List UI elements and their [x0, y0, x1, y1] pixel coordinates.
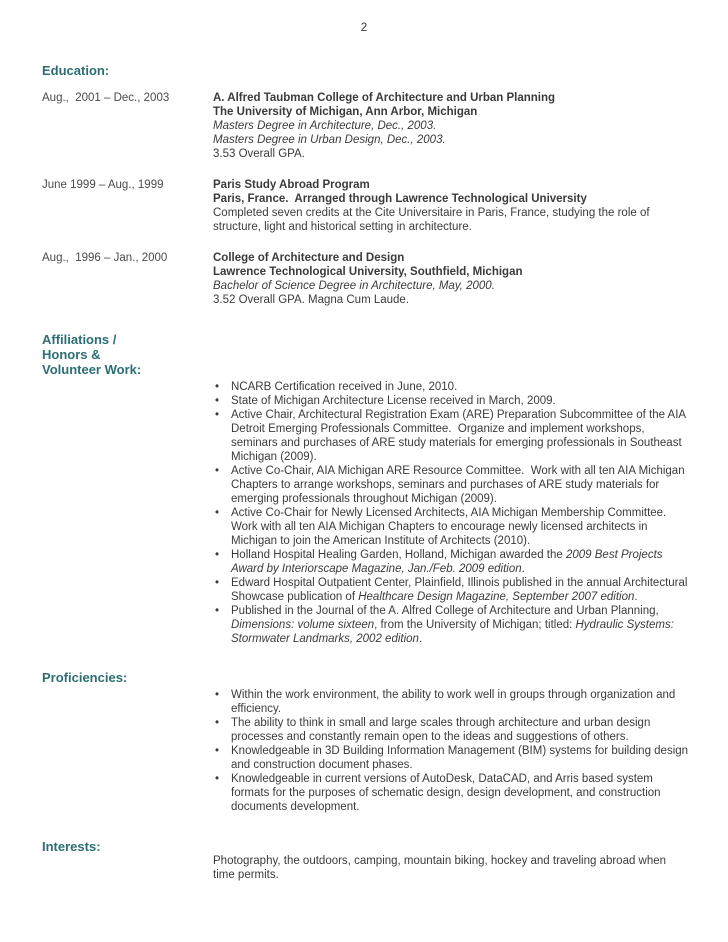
bullet-text: Published in the Journal of the A. Alfred College of Architecture and Urban Planning, — [231, 605, 662, 617]
education-entry-body — [213, 91, 692, 161]
proficiencies-heading: Proficiencies: — [42, 670, 128, 685]
bullet-text: . — [634, 591, 638, 603]
affiliations-bullet — [210, 408, 692, 464]
section-proficiencies — [0, 670, 728, 814]
bullet-text: . — [418, 633, 423, 645]
bullet-text: Knowledgeable in 3D Building Information Management (BIM) systems for building design and construction document phases. — [231, 745, 692, 771]
proficiencies-bullet-list — [210, 688, 692, 814]
affiliations-bullet — [210, 506, 692, 548]
section-affiliations — [0, 332, 728, 646]
affiliations-heading — [42, 332, 728, 377]
education-entry — [42, 251, 692, 307]
education-entry-line: 3.52 Overall GPA. Magna Cum Laude. — [213, 294, 410, 306]
page-number: 2 — [360, 22, 368, 34]
section-education — [0, 63, 728, 307]
bullet-text-italic: Hydraulic Systems: Stormwater Landmarks, 2002 edition — [231, 619, 678, 645]
bullet-text: State of Michigan Architecture License received in March, 2009. — [231, 395, 556, 407]
affiliations-heading-line: Volunteer Work: — [42, 362, 142, 377]
education-entry-dates: June 1999 – Aug., 1999 — [42, 179, 164, 191]
bullet-text: Active Co-Chair, AIA Michigan ARE Resource Committee. Work with all ten AIA Michigan Chapters to arrange workshops, seminars and purchases of ARE study materials for emerging professionals throughout Michigan (2009). — [231, 465, 688, 505]
bullet-text: Holland Hospital Healing Garden, Holland, Michigan awarded the — [231, 549, 566, 561]
education-entry-line: A. Alfred Taubman College of Architecture and Urban Planning — [213, 92, 556, 104]
education-entry-line: Paris Study Abroad Program — [213, 179, 370, 191]
education-entry-dates: Aug., 2001 – Dec., 2003 — [42, 92, 170, 104]
education-entry-line: 3.53 Overall GPA. — [213, 148, 305, 160]
bullet-text: . — [521, 563, 525, 575]
section-interests — [0, 839, 728, 882]
education-entry-line: Paris, France. Arranged through Lawrence Technological University — [213, 193, 587, 205]
interests-text: Photography, the outdoors, camping, mountain biking, hockey and traveling abroad when time permits. — [213, 855, 670, 881]
education-heading: Education: — [42, 63, 110, 78]
bullet-text: NCARB Certification received in June, 2010. — [231, 381, 458, 393]
affiliations-bullet — [210, 380, 692, 394]
education-entry-body — [213, 178, 692, 234]
education-entry — [42, 91, 692, 161]
proficiencies-bullet — [210, 688, 692, 716]
interests-heading: Interests: — [42, 839, 101, 854]
affiliations-bullet — [210, 604, 692, 646]
education-entry-body — [213, 251, 692, 307]
affiliations-heading-line: Honors & — [42, 347, 101, 362]
education-entries — [0, 91, 728, 307]
education-entry-line: Masters Degree in Urban Design, Dec., 2003. — [213, 134, 446, 146]
bullet-text: Knowledgeable in current versions of AutoDesk, DataCAD, and Arris based system formats for the purposes of schematic design, design development, and construction documents development. — [231, 773, 664, 813]
affiliations-bullet — [210, 576, 692, 604]
education-entry-line: Bachelor of Science Degree in Architecture, May, 2000. — [213, 280, 495, 292]
affiliations-bullet — [210, 394, 692, 408]
education-entry-line: Completed seven credits at the Cite Universitaire in Paris, France, studying the role of structure, light and historical setting in architecture. — [213, 207, 653, 233]
education-entry-line: The University of Michigan, Ann Arbor, Michigan — [213, 106, 478, 118]
bullet-text-italic: Dimensions: volume sixteen — [231, 619, 375, 631]
bullet-text: , from the University of Michigan; titled: — [374, 619, 576, 631]
bullet-text: Active Chair, Architectural Registration Exam (ARE) Preparation Subcommittee of the AIA Detroit Emerging Professionals Committee. Organize and implement workshops, seminars and purchases of ARE study materials for emerging professionals in Southeast Michigan (2009). — [231, 409, 689, 463]
bullet-text: Within the work environment, the ability to work well in groups through organization and efficiency. — [231, 689, 679, 715]
bullet-text: The ability to think in small and large scales through architecture and urban design processes and constantly remain open to the ideas and suggestions of others. — [231, 717, 654, 743]
proficiencies-bullet — [210, 772, 692, 814]
education-entry-line: College of Architecture and Design — [213, 252, 405, 264]
affiliations-bullet — [210, 548, 692, 576]
education-entry — [42, 178, 692, 234]
affiliations-bullet — [210, 464, 692, 506]
proficiencies-bullet — [210, 716, 692, 744]
bullet-text-italic: Healthcare Design Magazine, September 2007 edition — [358, 591, 635, 603]
bullet-text-italic: 2009 Best Projects Award by Interiorscape Magazine, Jan./Feb. 2009 edition — [231, 549, 666, 575]
bullet-text: Edward Hospital Outpatient Center, Plainfield, Illinois published in the annual Architectural Showcase publication of — [231, 577, 691, 603]
education-entry-line: Masters Degree in Architecture, Dec., 2003. — [213, 120, 437, 132]
education-entry-dates: Aug., 1996 – Jan., 2000 — [42, 252, 168, 264]
affiliations-bullet-list — [210, 380, 692, 646]
proficiencies-bullet — [210, 744, 692, 772]
affiliations-heading-line: Affiliations / — [42, 332, 117, 347]
education-entry-line: Lawrence Technological University, Southfield, Michigan — [213, 266, 523, 278]
bullet-text: Active Co-Chair for Newly Licensed Architects, AIA Michigan Membership Committee. Work with all ten AIA Michigan Chapters to encourage newly licensed architects in Michigan to join the American Institute of Architects (2010). — [231, 507, 673, 547]
